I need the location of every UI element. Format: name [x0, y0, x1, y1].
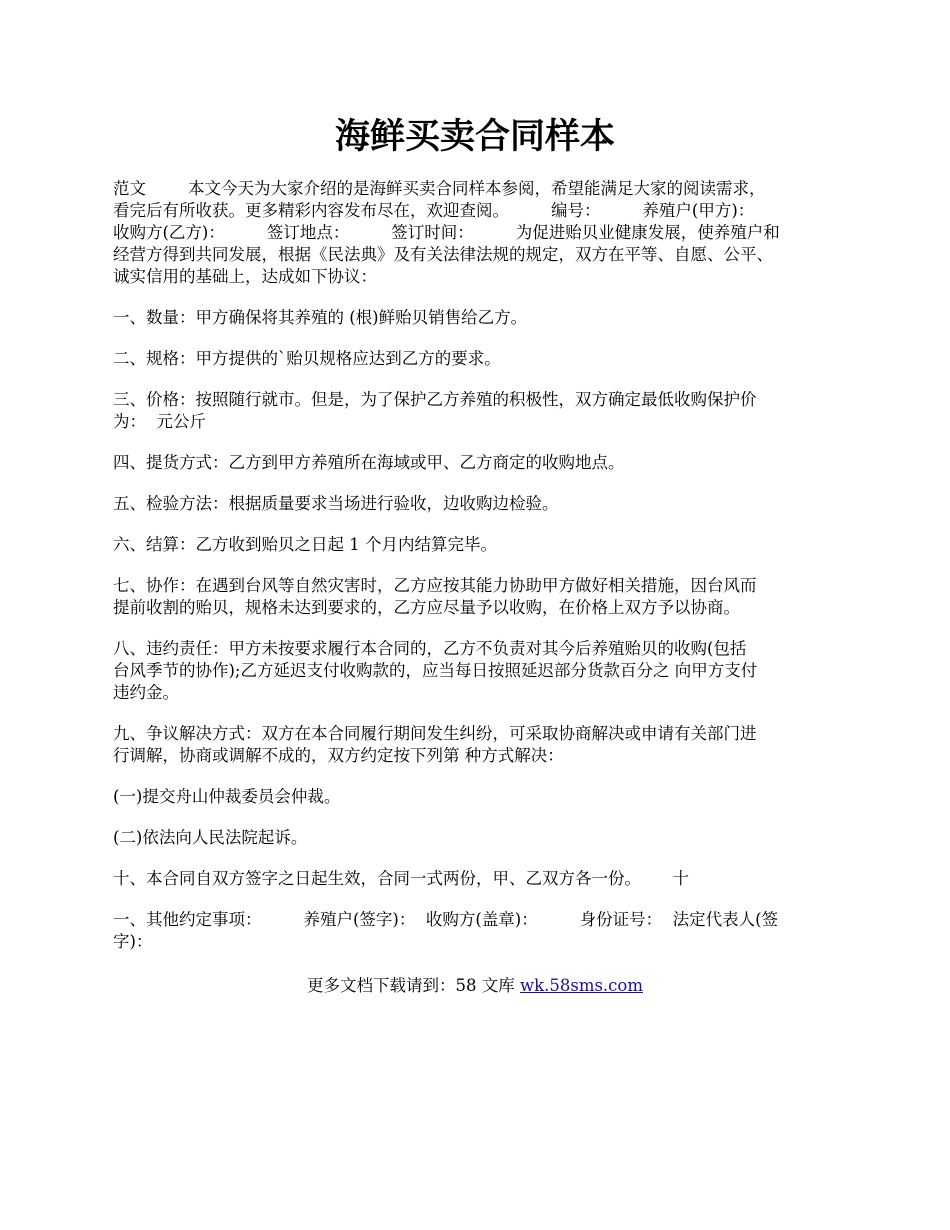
intro-line: 诚实信用的基础上，达成如下协议： [113, 267, 377, 286]
intro-line: 收购方(乙方)： 签订地点： 签订时间： 为促进贻贝业健康发展，使养殖户和 [113, 223, 780, 242]
document-body [113, 178, 853, 972]
clause-line: 八、违约责任：甲方未按要求履行本合同的，乙方不负责对其今后养殖贻贝的收购(包括 [113, 639, 747, 658]
clause-line: 行调解，协商或调解不成的，双方约定按下列第 种方式解决： [113, 746, 564, 765]
clause-paragraph [113, 348, 853, 370]
clause-line: 台风季节的协作);乙方延迟支付收购款的，应当每日按照延迟部分货款百分之 向甲方支付 [113, 661, 758, 680]
clause-line: 十、本合同自双方签字之日起生效，合同一式两份，甲、乙双方各一份。 十 [113, 869, 689, 888]
clause-line: 提前收割的贻贝，规格未达到要求的，乙方应尽量予以收购，在价格上双方予以协商。 [113, 598, 740, 617]
footer-prefix: 更多文档下载请到：58 文库 [306, 976, 520, 995]
clause-paragraph [113, 638, 853, 704]
clause-line: 一、其他约定事项： 养殖户(签字)： 收购方(盖章)： 身份证号： 法定代表人(签 [113, 910, 779, 929]
clause-paragraph [113, 307, 853, 329]
clause-paragraph [113, 723, 853, 767]
clause-paragraph [113, 827, 853, 849]
clause-paragraph [113, 786, 853, 808]
clause-list [113, 307, 853, 953]
clause-paragraph [113, 868, 853, 890]
intro-line: 范文 本文今天为大家介绍的是海鲜买卖合同样本参阅，希望能满足大家的阅读需求， [113, 179, 766, 198]
clause-line: 二、规格：甲方提供的`贻贝规格应达到乙方的要求。 [113, 349, 501, 368]
intro-paragraph [113, 178, 853, 288]
clause-paragraph [113, 452, 853, 474]
intro-line: 看完后有所收获。更多精彩内容发布尽在，欢迎查阅。 编号： 养殖户(甲方)： [113, 201, 755, 220]
clause-line: 一、数量：甲方确保将其养殖的 (根)鲜贻贝销售给乙方。 [113, 308, 528, 327]
document-title: 海鲜买卖合同样本 [334, 116, 615, 157]
footer-link[interactable]: wk.58sms.com [519, 976, 643, 995]
clause-line: 四、提货方式：乙方到甲方养殖所在海域或甲、乙方商定的收购地点。 [113, 453, 625, 472]
clause-paragraph [113, 909, 853, 953]
clause-line: 六、结算：乙方收到贻贝之日起 1 个月内结算完毕。 [113, 535, 497, 554]
clause-paragraph [113, 575, 853, 619]
clause-paragraph [113, 534, 853, 556]
clause-line: (二)依法向人民法院起诉。 [113, 828, 308, 847]
clause-line: 七、协作：在遇到台风等自然灾害时，乙方应按其能力协助甲方做好相关措施，因台风而 [113, 576, 757, 595]
clause-line: (一)提交舟山仲裁委员会仲裁。 [113, 787, 341, 806]
clause-line: 违约金。 [113, 683, 179, 702]
clause-line: 五、检验方法：根据质量要求当场进行验收，边收购边检验。 [113, 494, 559, 513]
footer-note [0, 974, 950, 998]
clause-line: 字)： [113, 932, 153, 951]
intro-line: 经营方得到共同发展，根据《民法典》及有关法律法规的规定，双方在平等、自愿、公平、 [113, 245, 773, 264]
clause-paragraph [113, 389, 853, 433]
clause-line: 为： 元公斤 [113, 412, 206, 431]
clause-line: 九、争议解决方式：双方在本合同履行期间发生纠纷，可采取协商解决或申请有关部门进 [113, 724, 757, 743]
clause-paragraph [113, 493, 853, 515]
clause-line: 三、价格：按照随行就市。但是，为了保护乙方养殖的积极性，双方确定最低收购保护价 [113, 390, 757, 409]
